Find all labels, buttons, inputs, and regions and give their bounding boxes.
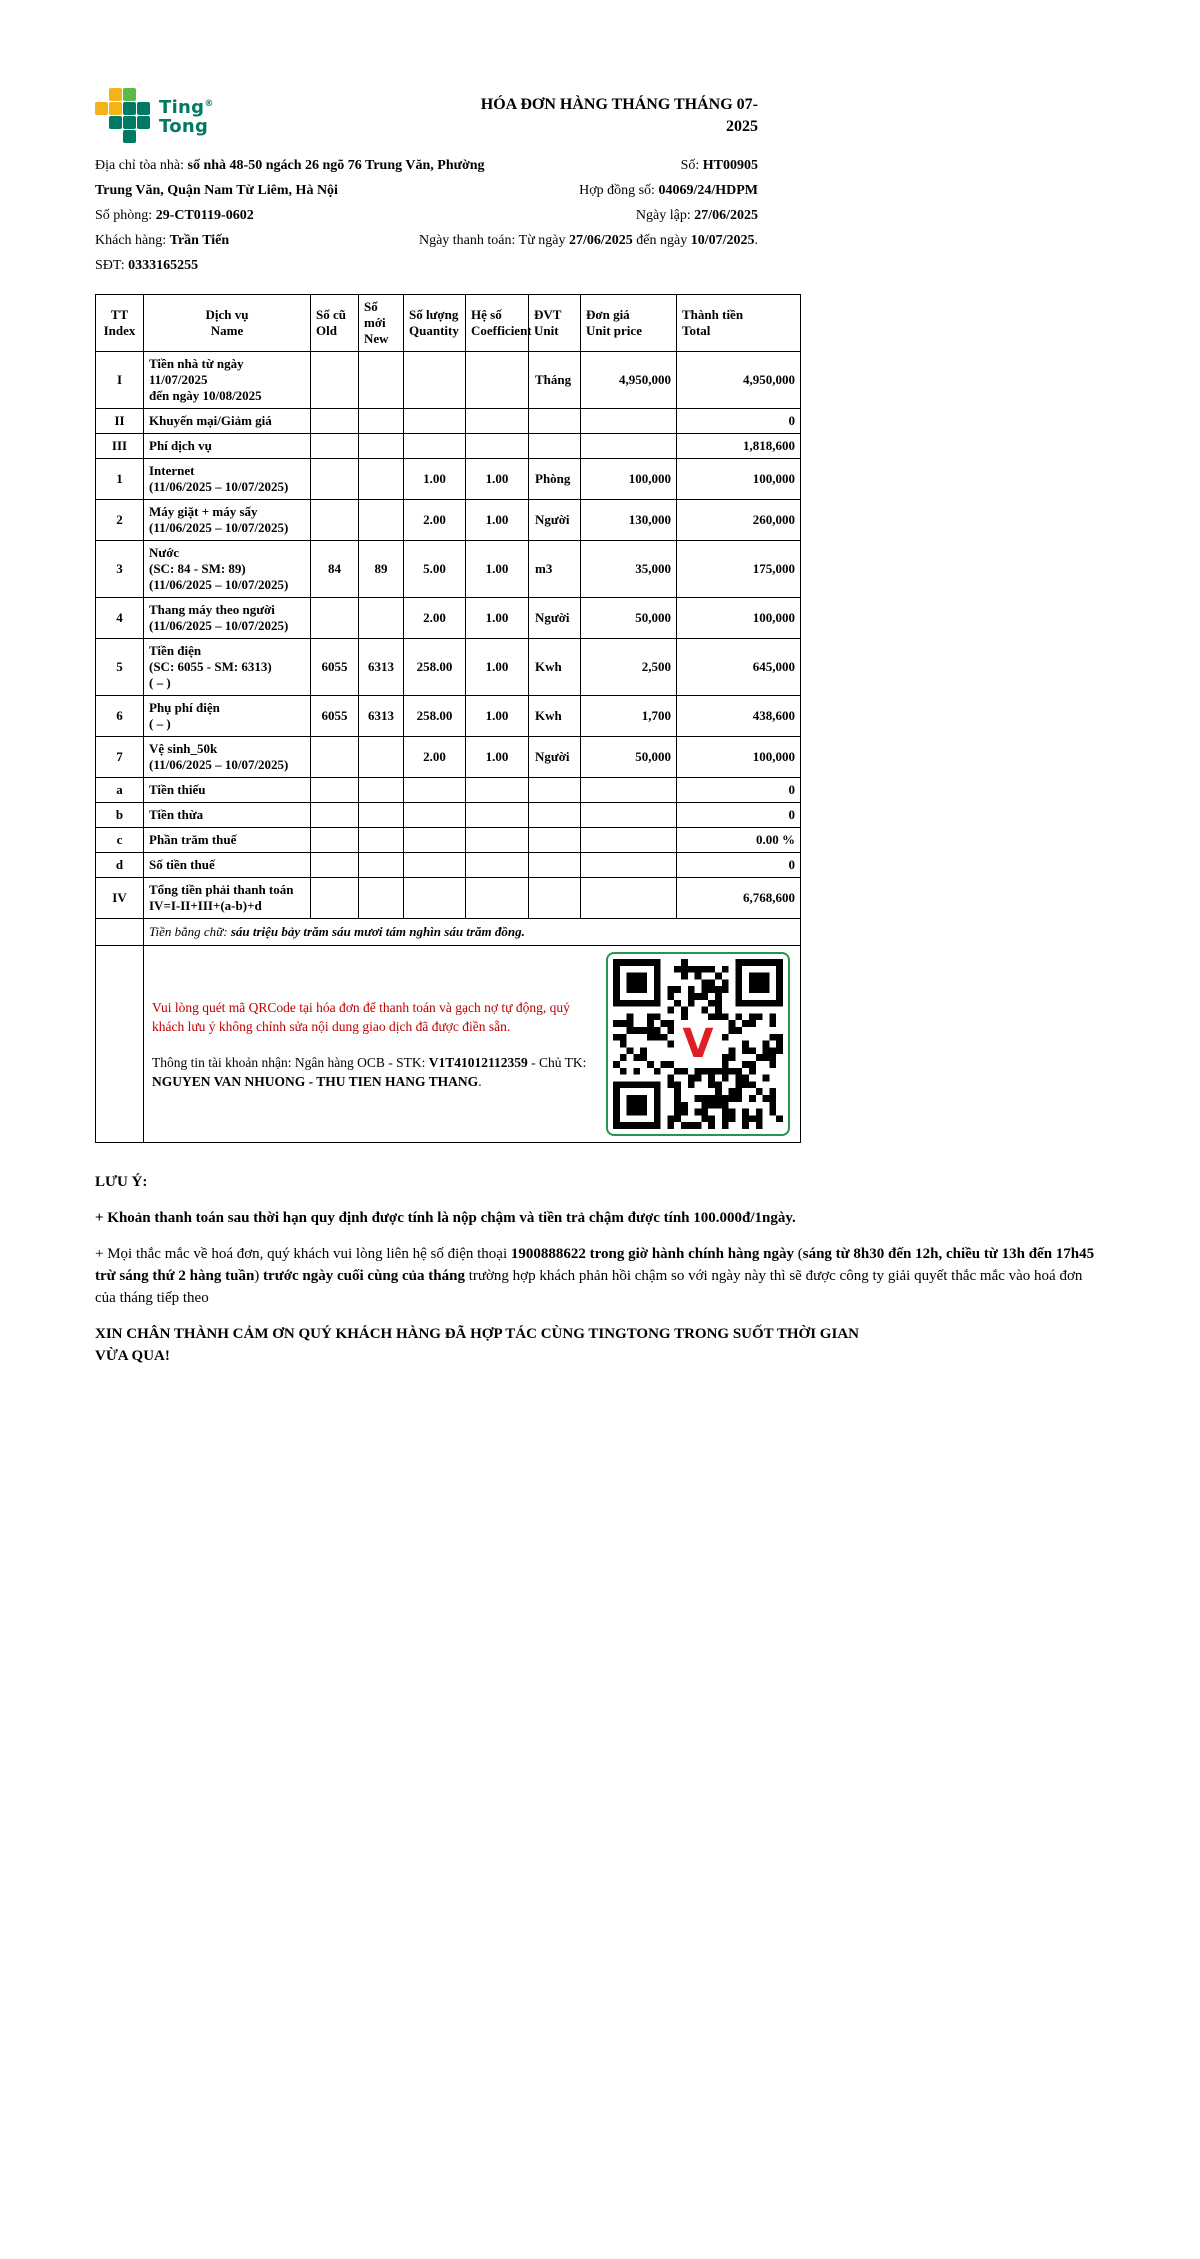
contact-hotline: 1900888622 trong giờ hành chính hàng ngày	[510, 1246, 794, 1262]
cell-old-reading: 6055	[311, 639, 359, 696]
cell-coefficient	[466, 434, 529, 459]
cell-coefficient: 1.00	[466, 598, 529, 639]
cell-new-reading	[359, 409, 404, 434]
qr-section	[152, 952, 792, 1136]
vietqr-v-icon: V	[675, 1021, 721, 1067]
table-row	[96, 459, 801, 500]
invoice-table	[95, 294, 801, 1143]
cell-new-reading	[359, 737, 404, 778]
column-header: Số cũ Old	[311, 295, 359, 352]
cell-total: 645,000	[677, 639, 801, 696]
cell-coefficient	[466, 803, 529, 828]
table-row	[96, 598, 801, 639]
cell-unit-price	[581, 434, 677, 459]
column-header: Thành tiền Total	[677, 295, 801, 352]
cell-coefficient: 1.00	[466, 500, 529, 541]
column-header: Hệ số Coefficient	[466, 295, 529, 352]
cell-service-name: Phí dịch vụ	[144, 434, 311, 459]
page-title-line2: 2025	[726, 118, 758, 135]
cell-service-name: Số tiền thuế	[144, 853, 311, 878]
cell-old-reading	[311, 737, 359, 778]
cell-quantity	[404, 878, 466, 919]
invoice-table-body	[96, 352, 801, 919]
brand-name-line2: Tong	[159, 116, 209, 137]
amount-in-words-value: sáu triệu bảy trăm sáu mươi tám nghìn sáu trăm đồng.	[230, 924, 525, 939]
amount-in-words-label: Tiền bằng chữ:	[149, 924, 231, 939]
cell-old-reading: 84	[311, 541, 359, 598]
cell-unit-price	[581, 828, 677, 853]
cell-old-reading	[311, 409, 359, 434]
empty-index-cell	[96, 919, 144, 946]
cell-old-reading	[311, 459, 359, 500]
cell-quantity: 258.00	[404, 639, 466, 696]
cell-unit-price	[581, 803, 677, 828]
cell-service-name: Internet (11/06/2025 – 10/07/2025)	[144, 459, 311, 500]
cell-old-reading	[311, 828, 359, 853]
cell-coefficient	[466, 853, 529, 878]
cell-quantity: 2.00	[404, 598, 466, 639]
table-row	[96, 541, 801, 598]
cell-service-name: Tiền thiếu	[144, 778, 311, 803]
cell-index: 3	[96, 541, 144, 598]
cell-quantity	[404, 803, 466, 828]
cell-index: II	[96, 409, 144, 434]
notes-heading: LƯU Ý:	[95, 1174, 148, 1190]
registered-mark-icon: ®	[204, 99, 214, 109]
cell-service-name: Máy giặt + máy sấy (11/06/2025 – 10/07/2025)	[144, 500, 311, 541]
cell-old-reading	[311, 853, 359, 878]
payment-suffix: .	[754, 233, 758, 248]
brand-wordmark	[159, 95, 214, 136]
qr-row	[96, 946, 801, 1143]
cell-index: 4	[96, 598, 144, 639]
cell-total: 0	[677, 803, 801, 828]
cell-coefficient	[466, 409, 529, 434]
thanks-line2: VỪA QUA!	[95, 1348, 170, 1364]
contract-value: 04069/24/HDPM	[658, 183, 758, 198]
contact-hours: sáng từ 8h30 đến 12h, chiều từ 13h đến 17h45 trừ sáng thứ 2 hàng tuần	[95, 1246, 1095, 1284]
cell-new-reading	[359, 352, 404, 409]
column-header: Đơn giá Unit price	[581, 295, 677, 352]
cell-unit: Tháng	[529, 352, 581, 409]
cell-service-name: Phụ phí điện ( – )	[144, 696, 311, 737]
table-row	[96, 639, 801, 696]
cell-new-reading: 6313	[359, 639, 404, 696]
cell-new-reading: 89	[359, 541, 404, 598]
cell-new-reading	[359, 828, 404, 853]
table-row	[96, 500, 801, 541]
invoice-number-value: HT00905	[702, 158, 758, 173]
cell-unit: Người	[529, 737, 581, 778]
address-label: Địa chỉ tòa nhà:	[95, 158, 188, 173]
payment-period-line	[419, 228, 758, 253]
cell-new-reading	[359, 803, 404, 828]
cell-total: 260,000	[677, 500, 801, 541]
cell-service-name: Vệ sinh_50k (11/06/2025 – 10/07/2025)	[144, 737, 311, 778]
cell-total: 100,000	[677, 737, 801, 778]
cell-unit-price	[581, 778, 677, 803]
cell-old-reading	[311, 803, 359, 828]
cell-unit: Phòng	[529, 459, 581, 500]
cell-total: 1,818,600	[677, 434, 801, 459]
cell-old-reading	[311, 500, 359, 541]
contact-note-part5: )	[254, 1268, 264, 1284]
cell-old-reading	[311, 878, 359, 919]
late-payment-note: + Khoản thanh toán sau thời hạn quy định được tính là nộp chậm và tiền trả chậm được tính 100.000đ/1ngày.	[95, 1210, 796, 1226]
cell-index: 1	[96, 459, 144, 500]
cell-new-reading	[359, 434, 404, 459]
cell-new-reading	[359, 500, 404, 541]
cell-unit	[529, 878, 581, 919]
header-row	[96, 295, 801, 352]
empty-index-cell	[96, 946, 144, 1143]
cell-quantity	[404, 778, 466, 803]
cell-quantity	[404, 828, 466, 853]
contact-note-part1: + Mọi thắc mắc về hoá đơn, quý khách vui lòng liên hệ số điện thoại	[95, 1246, 511, 1262]
cell-old-reading	[311, 352, 359, 409]
table-row	[96, 878, 801, 919]
cell-coefficient: 1.00	[466, 696, 529, 737]
phone-label: SĐT:	[95, 258, 129, 273]
table-row	[96, 778, 801, 803]
contract-line	[419, 178, 758, 203]
cell-unit-price	[581, 878, 677, 919]
cell-unit-price	[581, 409, 677, 434]
account-number: V1T41012112359	[428, 1054, 528, 1070]
cell-quantity: 258.00	[404, 696, 466, 737]
cell-coefficient: 1.00	[466, 541, 529, 598]
table-row	[96, 352, 801, 409]
cell-unit: Người	[529, 500, 581, 541]
tingtong-logo	[95, 88, 214, 143]
cell-new-reading	[359, 598, 404, 639]
cell-index: 6	[96, 696, 144, 737]
cell-quantity	[404, 352, 466, 409]
cell-total: 438,600	[677, 696, 801, 737]
cell-old-reading: 6055	[311, 696, 359, 737]
cell-index: c	[96, 828, 144, 853]
cell-unit-price: 4,950,000	[581, 352, 677, 409]
invoice-table-head	[96, 295, 801, 352]
cell-total: 0.00 %	[677, 828, 801, 853]
cell-index: d	[96, 853, 144, 878]
contact-note	[95, 1243, 1105, 1309]
tingtong-pixel-icon	[95, 88, 150, 143]
cell-total: 175,000	[677, 541, 801, 598]
cell-coefficient	[466, 878, 529, 919]
cell-index: a	[96, 778, 144, 803]
cell-quantity: 1.00	[404, 459, 466, 500]
cell-unit-price	[581, 853, 677, 878]
phone-line	[95, 253, 485, 278]
table-row	[96, 828, 801, 853]
document-header	[95, 88, 758, 143]
cell-unit	[529, 778, 581, 803]
invoice-meta	[419, 153, 758, 253]
contact-deadline: trước ngày cuối cùng của tháng	[263, 1268, 465, 1284]
cell-total: 100,000	[677, 459, 801, 500]
cell-old-reading	[311, 598, 359, 639]
cell-unit: Kwh	[529, 639, 581, 696]
column-header: Số lượng Quantity	[404, 295, 466, 352]
invoice-header-info	[95, 153, 758, 282]
cell-unit-price: 1,700	[581, 696, 677, 737]
column-header: Số mới New	[359, 295, 404, 352]
room-value: 29-CT0119-0602	[155, 208, 254, 223]
contact-note-part7: trường hợp khách phản hồi chậm so với ngày này thì sẽ được công ty giải quyết thắc mắc vào hoá đơn của tháng tiếp theo	[95, 1268, 1083, 1306]
cell-service-name: Phần trăm thuế	[144, 828, 311, 853]
cell-index: 7	[96, 737, 144, 778]
cell-total: 100,000	[677, 598, 801, 639]
issue-date-value: 27/06/2025	[694, 208, 758, 223]
payment-from-date: 27/06/2025	[569, 233, 633, 248]
cell-new-reading	[359, 878, 404, 919]
column-header: ĐVT Unit	[529, 295, 581, 352]
issue-date-label: Ngày lập:	[635, 208, 695, 223]
account-suffix: .	[478, 1073, 482, 1089]
column-header: Dịch vụ Name	[144, 295, 311, 352]
cell-unit-price: 50,000	[581, 598, 677, 639]
amount-in-words-row	[96, 919, 801, 946]
account-holder-name: NGUYEN VAN NHUONG - THU TIEN HANG THANG	[152, 1073, 479, 1089]
brand-name-line1: Ting	[159, 97, 205, 118]
cell-index: b	[96, 803, 144, 828]
cell-quantity	[404, 853, 466, 878]
qr-cell	[144, 946, 801, 1143]
cell-quantity	[404, 409, 466, 434]
payment-warning-text: Vui lòng quét mã QRCode tại hóa đơn để thanh toán và gạch nợ tự động, quý khách lưu ý không chỉnh sửa nội dung giao dịch đã được điền sẵn.	[152, 999, 570, 1034]
cell-coefficient	[466, 828, 529, 853]
cell-service-name: Tổng tiền phải thanh toán IV=I-II+III+(a-b)+d	[144, 878, 311, 919]
cell-unit-price: 130,000	[581, 500, 677, 541]
cell-service-name: Tiền thừa	[144, 803, 311, 828]
table-row	[96, 853, 801, 878]
cell-coefficient: 1.00	[466, 639, 529, 696]
cell-service-name: Khuyến mại/Giảm giá	[144, 409, 311, 434]
cell-unit	[529, 853, 581, 878]
invoice-number-label: Số:	[680, 158, 703, 173]
invoice-number-line	[419, 153, 758, 178]
page-title-line1: HÓA ĐƠN HÀNG THÁNG THÁNG 07-	[480, 96, 758, 113]
cell-service-name: Thang máy theo người (11/06/2025 – 10/07/2025)	[144, 598, 311, 639]
account-infix: - Chủ TK:	[527, 1054, 587, 1070]
cell-total: 4,950,000	[677, 352, 801, 409]
cell-coefficient	[466, 778, 529, 803]
cell-quantity: 2.00	[404, 737, 466, 778]
page-title	[481, 88, 758, 138]
address-value-line1: số nhà 48-50 ngách 26 ngõ 76 Trung Văn, Phường	[187, 158, 485, 173]
customer-label: Khách hàng:	[95, 233, 170, 248]
cell-unit-price: 50,000	[581, 737, 677, 778]
cell-coefficient: 1.00	[466, 459, 529, 500]
cell-unit-price: 2,500	[581, 639, 677, 696]
cell-new-reading	[359, 853, 404, 878]
cell-unit	[529, 803, 581, 828]
column-header: TT Index	[96, 295, 144, 352]
qr-code	[606, 952, 790, 1136]
cell-total: 6,768,600	[677, 878, 801, 919]
payment-to-date: 10/07/2025	[690, 233, 755, 248]
contact-note-part3: (	[794, 1246, 803, 1262]
account-prefix: Thông tin tài khoản nhận: Ngân hàng OCB - STK:	[152, 1054, 429, 1070]
cell-index: IV	[96, 878, 144, 919]
table-row	[96, 434, 801, 459]
cell-service-name: Nước (SC: 84 - SM: 89) (11/06/2025 – 10/07/2025)	[144, 541, 311, 598]
cell-unit	[529, 409, 581, 434]
cell-new-reading	[359, 459, 404, 500]
cell-coefficient: 1.00	[466, 737, 529, 778]
cell-total: 0	[677, 853, 801, 878]
cell-index: 5	[96, 639, 144, 696]
cell-service-name: Tiền nhà từ ngày 11/07/2025 đến ngày 10/08/2025	[144, 352, 311, 409]
customer-value: Trần Tiến	[169, 233, 230, 248]
cell-quantity: 2.00	[404, 500, 466, 541]
issue-date-line	[419, 203, 758, 228]
cell-unit-price: 100,000	[581, 459, 677, 500]
cell-unit	[529, 434, 581, 459]
address-value-line2: Trung Văn, Quận Nam Từ Liêm, Hà Nội	[95, 183, 338, 198]
cell-quantity	[404, 434, 466, 459]
thanks-line1: XIN CHÂN THÀNH CẢM ƠN QUÝ KHÁCH HÀNG ĐÃ HỢP TÁC CÙNG TINGTONG TRONG SUỐT THỜI GIAN	[95, 1326, 859, 1342]
cell-new-reading	[359, 778, 404, 803]
receiving-account-info	[152, 1053, 590, 1091]
cell-unit: Kwh	[529, 696, 581, 737]
cell-unit: m3	[529, 541, 581, 598]
cell-unit	[529, 828, 581, 853]
cell-quantity: 5.00	[404, 541, 466, 598]
cell-old-reading	[311, 434, 359, 459]
cell-old-reading	[311, 778, 359, 803]
cell-total: 0	[677, 409, 801, 434]
footer-notes	[95, 1171, 1105, 1367]
cell-unit-price: 35,000	[581, 541, 677, 598]
cell-index: 2	[96, 500, 144, 541]
qr-instructions	[152, 998, 590, 1091]
cell-unit: Người	[529, 598, 581, 639]
cell-new-reading: 6313	[359, 696, 404, 737]
cell-coefficient	[466, 352, 529, 409]
payment-infix: đến ngày	[632, 233, 691, 248]
table-row	[96, 737, 801, 778]
invoice-table-footer	[96, 919, 801, 1143]
cell-index: III	[96, 434, 144, 459]
thanks-note	[95, 1323, 1105, 1367]
table-row	[96, 409, 801, 434]
amount-in-words-cell	[144, 919, 801, 946]
cell-service-name: Tiền điện (SC: 6055 - SM: 6313) ( – )	[144, 639, 311, 696]
table-row	[96, 696, 801, 737]
phone-value: 0333165255	[128, 258, 199, 273]
contract-label: Hợp đồng số:	[579, 183, 659, 198]
cell-total: 0	[677, 778, 801, 803]
room-label: Số phòng:	[95, 208, 156, 223]
table-row	[96, 803, 801, 828]
payment-prefix: Ngày thanh toán: Từ ngày	[418, 233, 569, 248]
cell-index: I	[96, 352, 144, 409]
